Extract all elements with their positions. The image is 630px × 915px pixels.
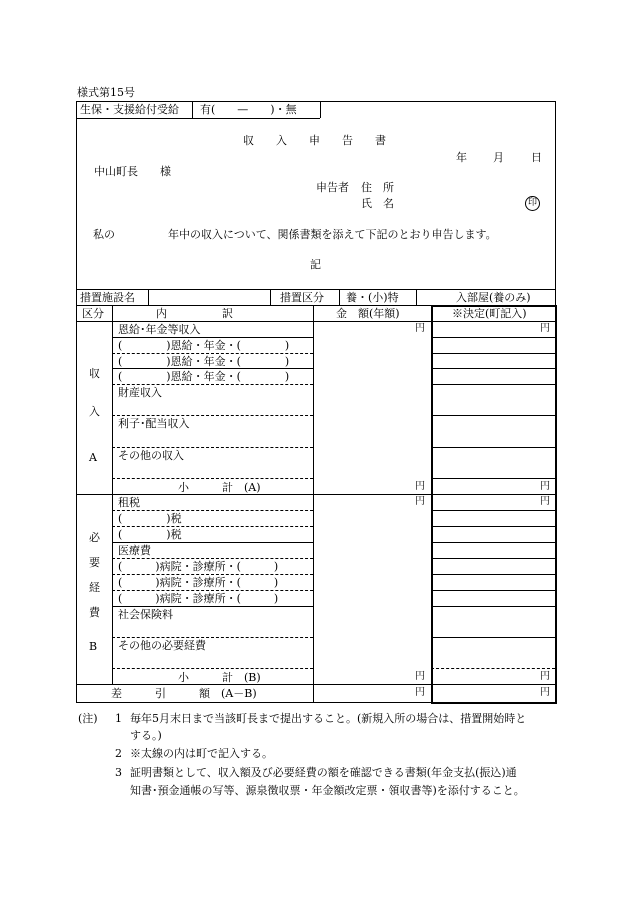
pension-line-3[interactable]: ( )恩給・年金・( )	[118, 370, 290, 383]
yen-subtotal-a-decision: 円	[540, 481, 550, 492]
note-2-line-1: ※太線の内は町で記入する。	[130, 747, 273, 760]
form-number: 様式第15号	[77, 86, 135, 99]
note-2-num: 2	[115, 747, 122, 760]
col-naiyaku: 内 訳	[156, 307, 233, 320]
difference-label: 差 引 額 (A－B)	[111, 687, 257, 700]
yen-pension-decision: 円	[540, 323, 550, 334]
date-day: 日	[531, 151, 542, 164]
col-decision: ※決定(町記入)	[452, 307, 527, 320]
expense-side-3: 経	[89, 581, 100, 594]
income-side-1: 収	[89, 367, 100, 380]
income-side-3: A	[89, 451, 97, 464]
yen-subtotal-b-decision: 円	[540, 671, 550, 682]
tax-line-1[interactable]: ( )税	[118, 512, 182, 525]
notes-label: (注)	[78, 712, 98, 725]
ki-label: 記	[310, 258, 321, 271]
statement-prefix: 私の	[93, 228, 115, 241]
medical-line-2[interactable]: ( )病院・診療所・( )	[118, 576, 279, 589]
pension-line-2[interactable]: ( )恩給・年金・( )	[118, 355, 290, 368]
subtotal-a-label: 小 計 (A)	[178, 481, 261, 494]
note-3-line-2: 知書･預金通帳の写等、源泉徴収票・年金額改定票・領収書等)を添付すること。	[130, 784, 525, 797]
property-label: 財産収入	[118, 386, 162, 399]
medical-line-1[interactable]: ( )病院・診療所・( )	[118, 560, 279, 573]
expense-side-4: 費	[89, 606, 100, 619]
category-label: 措置区分	[280, 291, 324, 304]
yen-tax-decision: 円	[540, 496, 550, 507]
tax-line-2[interactable]: ( )税	[118, 528, 182, 541]
applicant-label: 申告者	[316, 181, 349, 194]
yen-difference: 円	[415, 687, 425, 698]
statement-body: 年中の収入について、関係書類を添えて下記のとおり申告します。	[168, 228, 497, 241]
yen-pension-amount: 円	[415, 323, 425, 334]
other-income-label: その他の収入	[118, 449, 184, 462]
welfare-label: 生保・支援給付受給	[80, 103, 179, 116]
yen-tax-amount: 円	[415, 496, 425, 507]
facility-label: 措置施設名	[80, 291, 135, 304]
addressee: 中山町長 様	[94, 165, 171, 178]
admission-label: 入部屋(養のみ)	[456, 291, 531, 304]
date-month: 月	[493, 151, 504, 164]
other-expense-label: その他の必要経費	[118, 639, 206, 652]
note-1-num: 1	[115, 712, 122, 725]
medical-line-3[interactable]: ( )病院・診療所・( )	[118, 592, 279, 605]
income-side-2: 入	[89, 405, 100, 418]
yen-subtotal-b: 円	[415, 671, 425, 682]
note-1-line-1: 毎年5月末日まで当該町長まで提出すること。(新規入所の場合は、措置開始時と	[130, 712, 527, 725]
date-year: 年	[456, 151, 467, 164]
yen-difference-decision: 円	[540, 687, 550, 698]
form-title: 収 入 申 告 書	[243, 134, 386, 147]
pension-line-1[interactable]: ( )恩給・年金・( )	[118, 339, 290, 352]
address-label: 住 所	[361, 181, 394, 194]
category-value[interactable]: 養・(小)特	[346, 291, 399, 304]
pension-label: 恩給･年金等収入	[118, 323, 201, 336]
expense-side-1: 必	[89, 531, 100, 544]
seal-icon: 印	[525, 196, 540, 211]
tax-label: 租税	[118, 496, 140, 509]
col-amount: 金 額(年額)	[336, 307, 400, 320]
subtotal-b-label: 小 計 (B)	[178, 671, 261, 684]
note-3-line-1: 証明書類として、収入額及び必要経費の額を確認できる書類(年金支払(振込)通	[130, 766, 517, 779]
yen-subtotal-a: 円	[415, 481, 425, 492]
welfare-value[interactable]: 有( — )・無	[200, 103, 297, 116]
note-1-line-2: する。)	[130, 729, 162, 742]
expense-side-2: 要	[89, 556, 100, 569]
name-label: 氏 名	[361, 197, 394, 210]
note-3-num: 3	[115, 766, 122, 779]
col-kubun: 区分	[82, 307, 104, 320]
expense-side-5: B	[89, 640, 98, 653]
medical-label: 医療費	[118, 544, 151, 557]
insurance-label: 社会保険料	[118, 608, 173, 621]
interest-label: 利子･配当収入	[118, 417, 190, 430]
